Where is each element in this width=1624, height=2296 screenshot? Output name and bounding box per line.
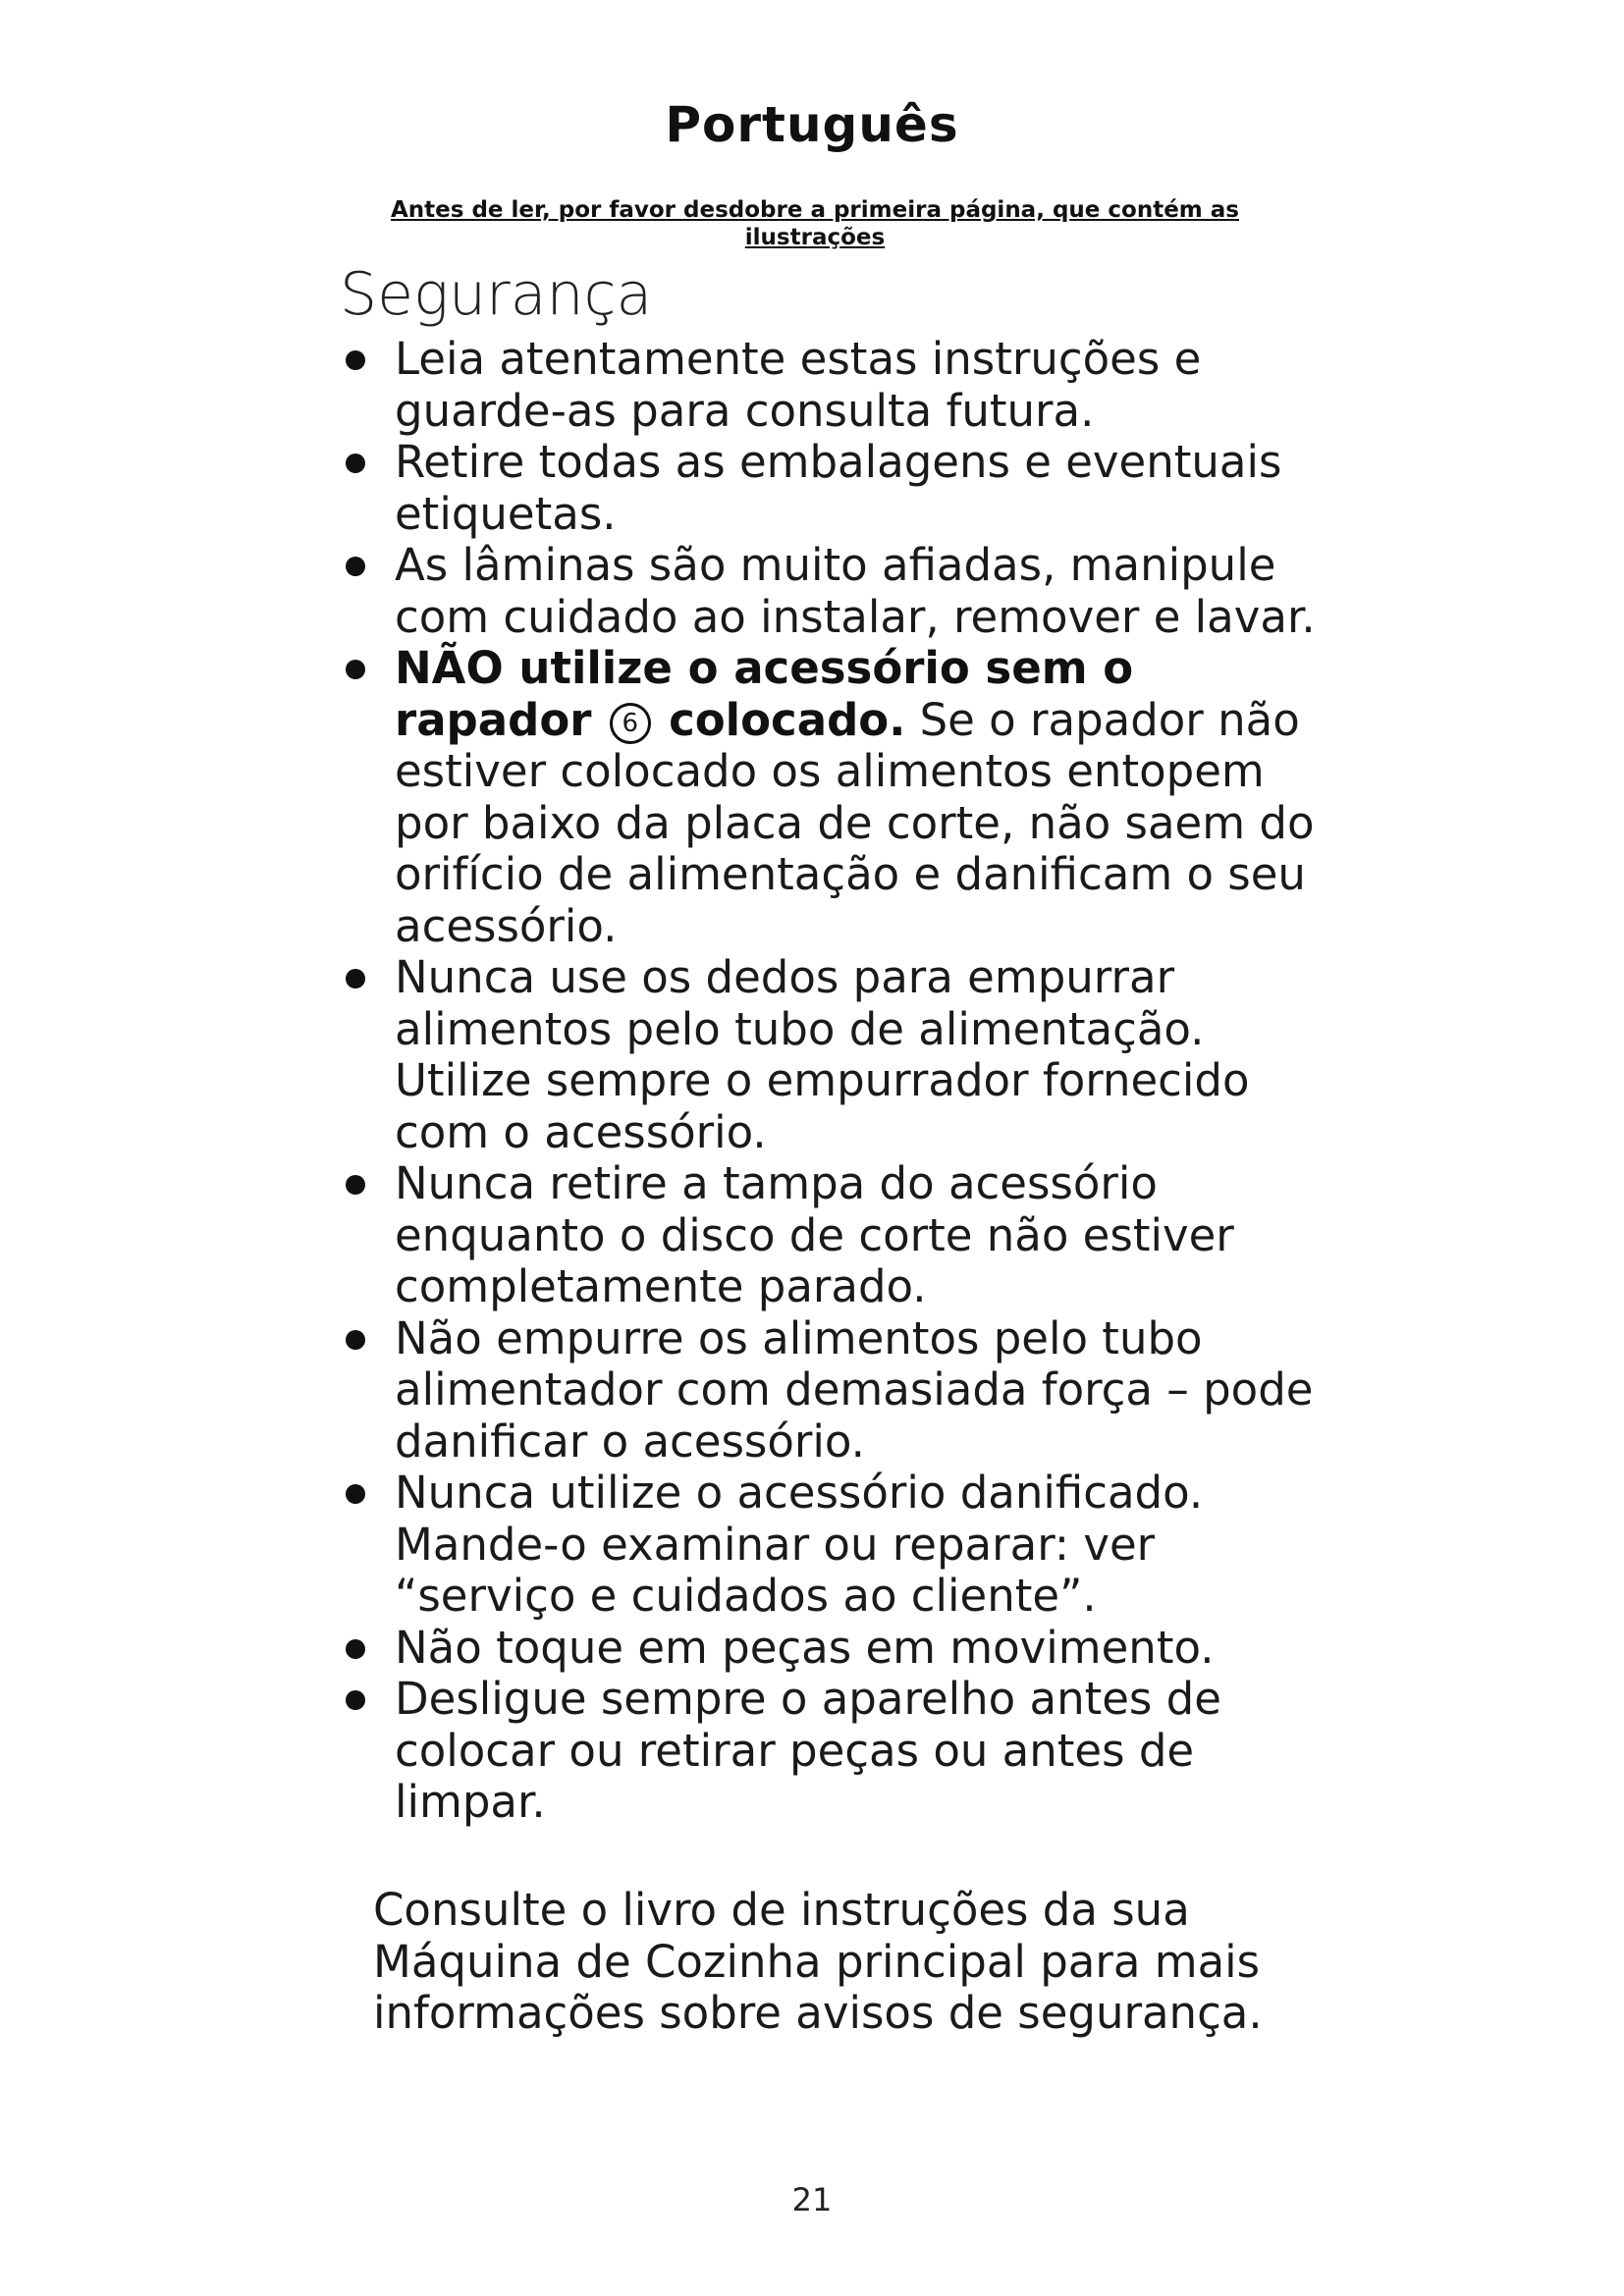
bullet-icon bbox=[346, 1690, 365, 1710]
safety-item bbox=[340, 1158, 1322, 1313]
safety-item bbox=[340, 334, 1322, 437]
safety-item bbox=[340, 1468, 1322, 1623]
safety-item-text: Leia atentamente estas instruções e guarde-as para consulta futura. bbox=[395, 333, 1202, 437]
warning-bold-text: NÃO utilize o acessório sem o rapador bbox=[395, 642, 1134, 746]
safety-item bbox=[340, 1674, 1322, 1829]
bullet-icon bbox=[346, 1484, 365, 1504]
safety-item-text: Retire todas as embalagens e eventuais etiquetas. bbox=[395, 436, 1282, 540]
unfold-instruction-note: Antes de ler, por favor desdobre a primeira página, que contém as ilustrações bbox=[391, 197, 1239, 250]
bullet-icon bbox=[346, 969, 365, 988]
bullet-icon bbox=[346, 350, 365, 370]
page-number: 21 bbox=[791, 2181, 833, 2218]
safety-item-text: Desligue sempre o aparelho antes de colocar ou retirar peças ou antes de limpar. bbox=[395, 1673, 1221, 1828]
safety-item-text: Nunca retire a tampa do acessório enquanto o disco de corte não estiver completamente parado. bbox=[395, 1157, 1234, 1312]
safety-item bbox=[340, 540, 1322, 643]
section-heading: Segurança bbox=[340, 260, 653, 329]
safety-item-text: Nunca use os dedos para empurrar alimentos pelo tubo de alimentação. Utilize sempre o empurrador fornecido com o acessório. bbox=[395, 951, 1250, 1158]
safety-item bbox=[340, 1313, 1322, 1468]
page-title: Português bbox=[665, 96, 959, 153]
warning-bold-text-end: colocado. bbox=[669, 693, 906, 746]
warning-explanation: Se o rapador não estiver colocado os alimentos entopem por baixo da placa de corte, não saem do orifício de alimentação e danificam o seu acessório. bbox=[395, 693, 1315, 952]
safety-item-text: As lâminas são muito afiadas, manipule com cuidado ao instalar, remover e lavar. bbox=[395, 539, 1316, 643]
part-number-marker: 6 bbox=[610, 703, 651, 744]
safety-item-warning bbox=[340, 643, 1322, 952]
safety-item-text: Não toque em peças em movimento. bbox=[395, 1621, 1215, 1674]
safety-item bbox=[340, 952, 1322, 1158]
safety-item bbox=[340, 437, 1322, 540]
bullet-icon bbox=[346, 454, 365, 473]
bullet-icon bbox=[346, 557, 365, 576]
safety-item-text: Nunca utilize o acessório danificado. Mande-o examinar ou reparar: ver “serviço e cuidados ao cliente”. bbox=[395, 1467, 1204, 1622]
safety-item bbox=[340, 1623, 1322, 1675]
bullet-icon bbox=[346, 660, 365, 679]
bullet-icon bbox=[346, 1330, 365, 1350]
closing-note: Consulte o livro de instruções da sua Máquina de Cozinha principal para mais informações sobre avisos de segurança. bbox=[373, 1884, 1263, 2039]
bullet-icon bbox=[346, 1639, 365, 1659]
safety-item-text: Não empurre os alimentos pelo tubo alimentador com demasiada força – pode danificar o acessório. bbox=[395, 1311, 1314, 1468]
bullet-icon bbox=[346, 1175, 365, 1195]
safety-list bbox=[340, 334, 1322, 1829]
